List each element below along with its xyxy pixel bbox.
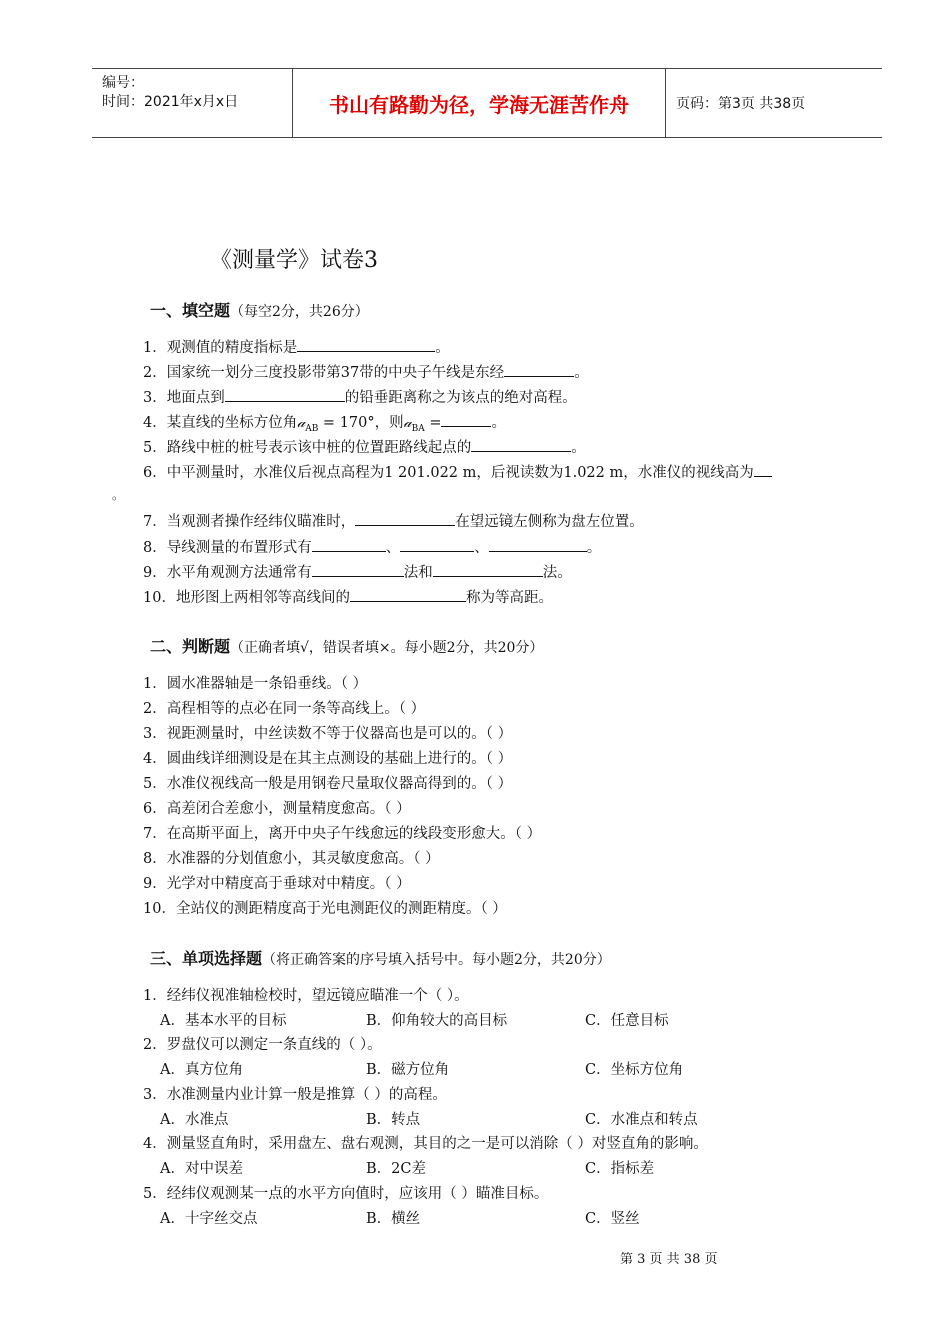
- choice-option-c: C．任意目标: [585, 1013, 669, 1029]
- choice-question: 1．经纬仪视准轴检校时，望远镜应瞄准一个（ ）。: [143, 988, 469, 1004]
- judge-item: 1．圆水准器轴是一条铅垂线。（ ）: [143, 676, 368, 692]
- alpha-symbol-icon: 𝒶: [297, 415, 306, 431]
- page-info: 页码：第3页 共38页: [676, 96, 806, 112]
- judge-item: 6．高差闭合差愈小，测量精度愈高。（ ）: [143, 801, 411, 817]
- choice-option-c: C．竖丝: [585, 1211, 640, 1227]
- fill-q1: 1．观测值的精度指标是 。: [143, 336, 450, 357]
- judge-item: 9．光学对中精度高于垂球对中精度。（ ）: [143, 876, 411, 892]
- choice-option-a: A．十字丝交点: [160, 1211, 258, 1227]
- judge-item: 8．水准器的分划值愈小，其灵敏度愈高。（ ）: [143, 851, 440, 867]
- page-header: [92, 68, 882, 138]
- judge-item: 3．视距测量时，中丝读数不等于仪器高也是可以的。（ ）: [143, 726, 513, 742]
- time-label: 时间：2021年x月x日: [102, 94, 239, 110]
- judge-item: 5．水准仪视线高一般是用钢卷尺量取仪器高得到的。（ ）: [143, 776, 513, 792]
- choice-option-c: C．指标差: [585, 1161, 655, 1177]
- judge-item: 2．高程相等的点必在同一条等高线上。（ ）: [143, 701, 426, 717]
- section2-heading: 二、判断题（正确者填√，错误者填×。每小题2分，共20分）: [150, 637, 544, 656]
- fill-q6-end: 。: [112, 488, 125, 502]
- choice-option-a: A．对中误差: [160, 1161, 243, 1177]
- fill-q4: 4．某直线的坐标方位角𝒶$_{AB}$ = 170°，则𝒶$_{BA}$ = 。: [143, 411, 506, 434]
- header-meta-cell: [92, 69, 293, 137]
- alpha-symbol-icon: 𝒶: [403, 415, 412, 431]
- section3-heading: 三、单项选择题（将正确答案的序号填入括号中。每小题2分，共20分）: [150, 949, 611, 968]
- choice-option-b: B．仰角较大的高目标: [366, 1013, 508, 1029]
- judge-item: 10．全站仪的测距精度高于光电测距仪的测距精度。（ ）: [143, 901, 507, 917]
- fill-q2: 2．国家统一划分三度投影带第37带的中央子午线是东经 。: [143, 361, 589, 382]
- choice-option-a: A．真方位角: [160, 1062, 243, 1078]
- choice-question: 4．测量竖直角时，采用盘左、盘右观测，其目的之一是可以消除（ ）对竖直角的影响。: [143, 1136, 708, 1152]
- judge-item: 4．圆曲线详细测设是在其主点测设的基础上进行的。（ ）: [143, 751, 513, 767]
- choice-option-a: A．水准点: [160, 1112, 229, 1128]
- fill-q5: 5．路线中桩的桩号表示该中桩的位置距路线起点的 。: [143, 436, 586, 457]
- fill-q10: 10．地形图上两相邻等高线间的 称为等高距。: [143, 586, 553, 607]
- choice-option-b: B．转点: [366, 1112, 421, 1128]
- fill-q8: 8．导线测量的布置形式有 、 、 。: [143, 536, 601, 557]
- fill-q9: 9．水平角观测方法通常有 法和 法。: [143, 561, 572, 582]
- fill-q6: 6．中平测量时，水准仪后视点高程为1 201.022 m，后视读数为1.022 m，水准仪的视线高为: [143, 461, 772, 482]
- choice-question: 5．经纬仪观测某一点的水平方向值时，应该用（ ）瞄准目标。: [143, 1186, 549, 1202]
- page-footer: 第 3 页 共 38 页: [620, 1252, 718, 1267]
- choice-option-b: B．横丝: [366, 1211, 421, 1227]
- fill-q7: 7．当观测者操作经纬仪瞄准时， 在望远镜左侧称为盘左位置。: [143, 510, 644, 531]
- choice-option-a: A．基本水平的目标: [160, 1013, 287, 1029]
- choice-option-c: C．坐标方位角: [585, 1062, 684, 1078]
- motto: 书山有路勤为径，学海无涯苦作舟: [293, 69, 666, 137]
- judge-item: 7．在高斯平面上，离开中央子午线愈远的线段变形愈大。（ ）: [143, 826, 542, 842]
- fill-q3: 3．地面点到 的铅垂距离称之为该点的绝对高程。: [143, 386, 577, 407]
- section1-heading: 一、填空题（每空2分，共26分）: [150, 301, 369, 320]
- code-label: 编号：: [102, 75, 144, 91]
- choice-question: 2．罗盘仪可以测定一条直线的（ ）。: [143, 1037, 382, 1053]
- exam-title: 《测量学》试卷3: [210, 248, 378, 273]
- choice-option-b: B．2C差: [366, 1161, 426, 1177]
- choice-option-b: B．磁方位角: [366, 1062, 450, 1078]
- choice-option-c: C．水准点和转点: [585, 1112, 698, 1128]
- choice-question: 3．水准测量内业计算一般是推算（ ）的高程。: [143, 1087, 447, 1103]
